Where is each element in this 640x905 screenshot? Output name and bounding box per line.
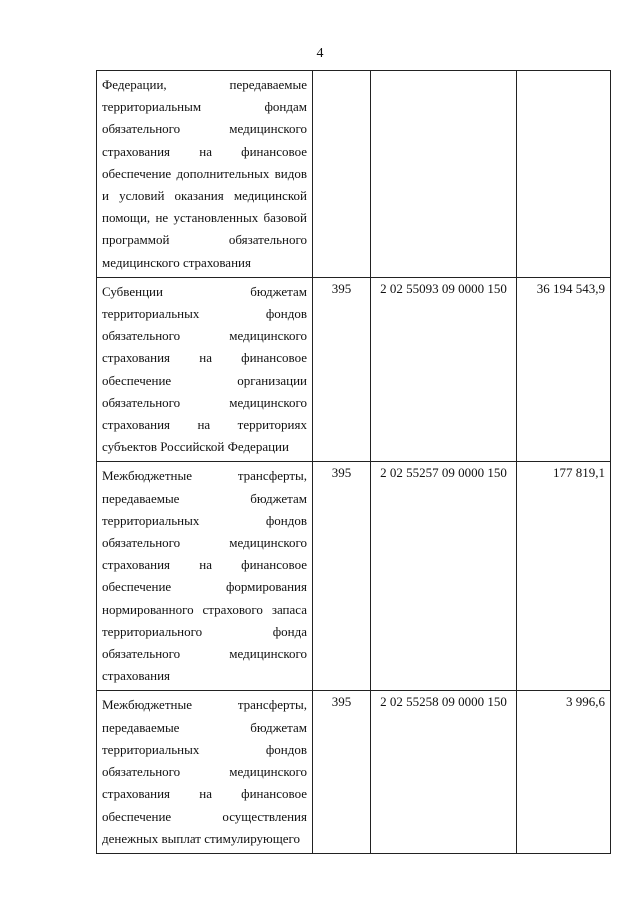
name-line: страхования	[102, 668, 171, 684]
income-name-cell	[97, 691, 313, 853]
name-line: страхования на финансовое	[102, 350, 307, 366]
name-line: обеспечение дополнительных видов	[102, 165, 307, 181]
name-line: медицинского страхования	[102, 254, 251, 270]
admin-code-cell: 395	[313, 462, 371, 691]
name-line: страхования на территориях	[102, 417, 307, 433]
amount-cell: 3 996,6	[517, 691, 611, 853]
name-line: обязательного медицинского	[102, 121, 307, 137]
name-line: обязательного медицинского	[102, 646, 307, 662]
name-line: программой обязательного	[102, 232, 307, 248]
name-line: и условий оказания медицинской	[102, 188, 307, 204]
table-row	[97, 71, 611, 278]
name-line: обязательного медицинского	[102, 535, 307, 551]
amount-cell: 177 819,1	[517, 462, 611, 691]
admin-code-cell: 395	[313, 277, 371, 462]
name-line: Субвенции бюджетам	[102, 283, 307, 299]
admin-code-cell: 395	[313, 691, 371, 853]
name-line: передаваемые бюджетам	[102, 719, 307, 735]
name-line: Межбюджетные трансферты,	[102, 697, 307, 713]
name-line: субъектов Российской Федерации	[102, 439, 289, 455]
name-line: страхования на финансовое	[102, 786, 307, 802]
budget-code-cell	[371, 71, 517, 278]
amount-cell	[517, 71, 611, 278]
income-name-cell	[97, 71, 313, 278]
budget-code-cell: 2 02 55257 09 0000 150	[371, 462, 517, 691]
name-line: обеспечение осуществления	[102, 808, 307, 824]
name-line: страхования на финансовое	[102, 557, 307, 573]
table-row	[97, 691, 611, 853]
name-line: территориальных фондов	[102, 741, 307, 757]
name-line: территориальных фондов	[102, 306, 307, 322]
name-line: обеспечение организации	[102, 372, 307, 388]
name-line: территориального фонда	[102, 623, 307, 639]
table-row	[97, 462, 611, 691]
name-line: нормированного страхового запаса	[102, 601, 307, 617]
name-line: страхования на финансовое	[102, 143, 307, 159]
income-name-cell	[97, 277, 313, 462]
name-line: передаваемые бюджетам	[102, 490, 307, 506]
name-line: Федерации, передаваемые	[102, 77, 307, 92]
page-number: 4	[316, 46, 324, 61]
admin-code-cell	[313, 71, 371, 278]
name-line: денежных выплат стимулирующего	[102, 830, 301, 846]
name-line: территориальным фондам	[102, 99, 307, 115]
name-line: обязательного медицинского	[102, 764, 307, 780]
name-line: обязательного медицинского	[102, 394, 307, 410]
budget-code-cell: 2 02 55258 09 0000 150	[371, 691, 517, 853]
budget-code-cell: 2 02 55093 09 0000 150	[371, 277, 517, 462]
name-line: обязательного медицинского	[102, 328, 307, 344]
name-line: обеспечение формирования	[102, 579, 307, 595]
revenue-table	[96, 70, 611, 854]
amount-cell: 36 194 543,9	[517, 277, 611, 462]
name-line: помощи, не установленных базовой	[102, 210, 307, 226]
name-line: территориальных фондов	[102, 512, 307, 528]
name-line: Межбюджетные трансферты,	[102, 468, 307, 484]
table-row	[97, 277, 611, 462]
income-name-cell	[97, 462, 313, 691]
